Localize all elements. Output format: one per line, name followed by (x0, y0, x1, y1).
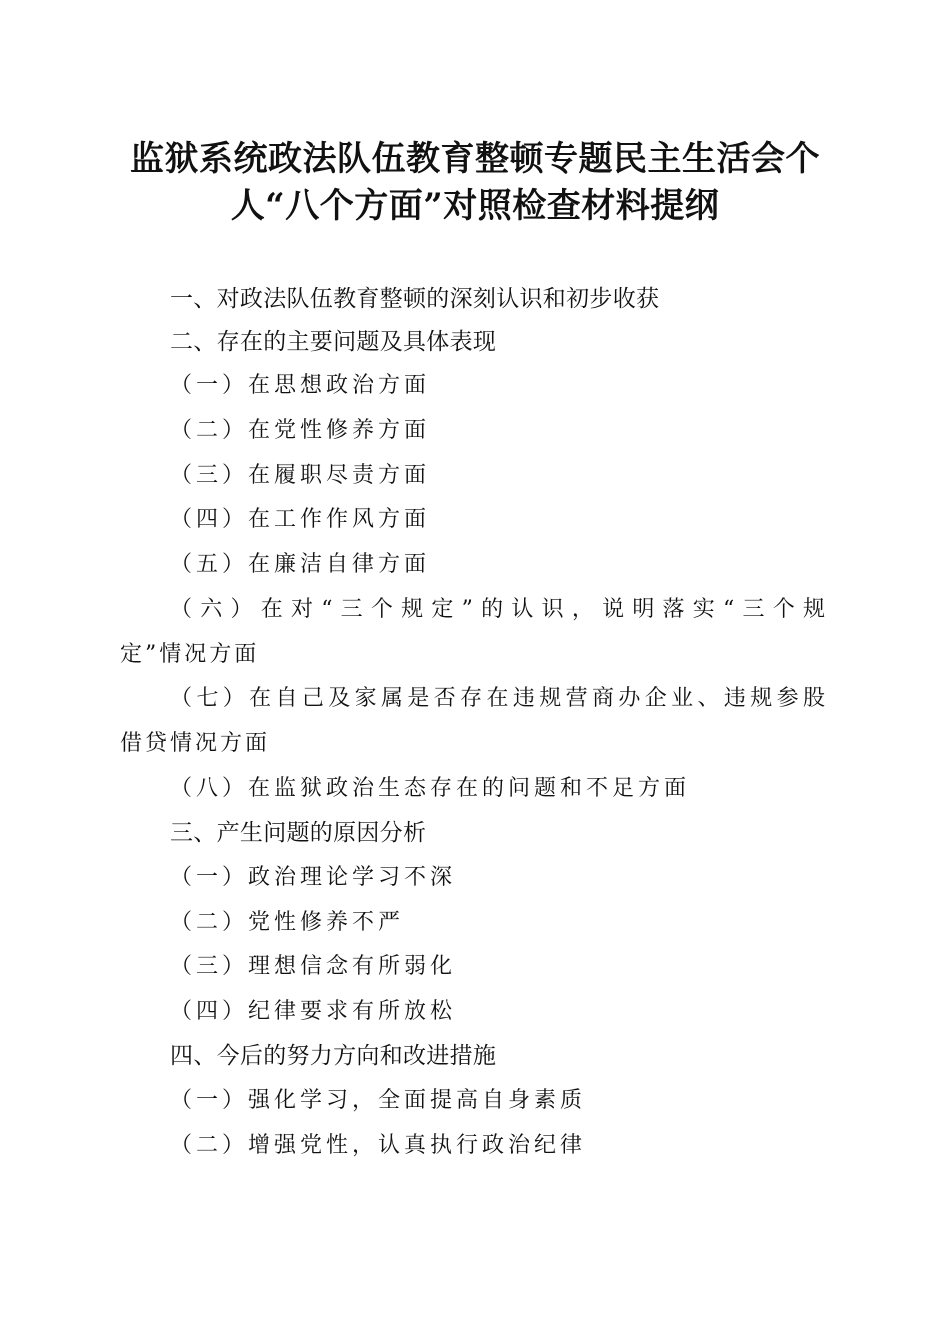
section-2-item-4: （四）在工作作风方面 (170, 507, 431, 532)
section-2-item-6-line-2: 定”情况方面 (120, 642, 260, 667)
section-2-item-7-line-1: （七）在自己及家属是否存在违规营商办企业、违规参股 (170, 686, 825, 711)
section-3-item-4: （四）纪律要求有所放松 (170, 999, 457, 1024)
section-2-heading: 二、存在的主要问题及具体表现 (170, 329, 497, 355)
section-3-item-1: （一）政治理论学习不深 (170, 865, 457, 890)
section-2-item-2: （二）在党性修养方面 (170, 418, 431, 443)
section-3-heading: 三、产生问题的原因分析 (170, 820, 427, 846)
section-2-item-6-line-1: （六）在对“三个规定”的认识，说明落实“三个规 (170, 597, 825, 622)
section-1-heading: 一、对政法队伍教育整顿的深刻认识和初步收获 (170, 286, 660, 312)
section-2-item-3: （三）在履职尽责方面 (170, 463, 431, 488)
section-3-item-2: （二）党性修养不严 (170, 910, 405, 935)
title-line-2: 人“八个方面”对照检查材料提纲 (230, 186, 720, 226)
section-3-item-3: （三）理想信念有所弱化 (170, 954, 457, 979)
section-2-item-7-line-2: 借贷情况方面 (120, 731, 271, 756)
section-4-item-2: （二）增强党性，认真执行政治纪律 (170, 1133, 587, 1158)
title-line-1: 监狱系统政法队伍教育整顿专题民主生活会个 (130, 139, 820, 179)
section-2-item-1: （一）在思想政治方面 (170, 373, 431, 398)
section-2-item-8: （八）在监狱政治生态存在的问题和不足方面 (170, 776, 691, 801)
section-4-heading: 四、今后的努力方向和改进措施 (170, 1043, 497, 1069)
section-2-item-5: （五）在廉洁自律方面 (170, 552, 431, 577)
section-4-item-1: （一）强化学习，全面提高自身素质 (170, 1088, 587, 1113)
